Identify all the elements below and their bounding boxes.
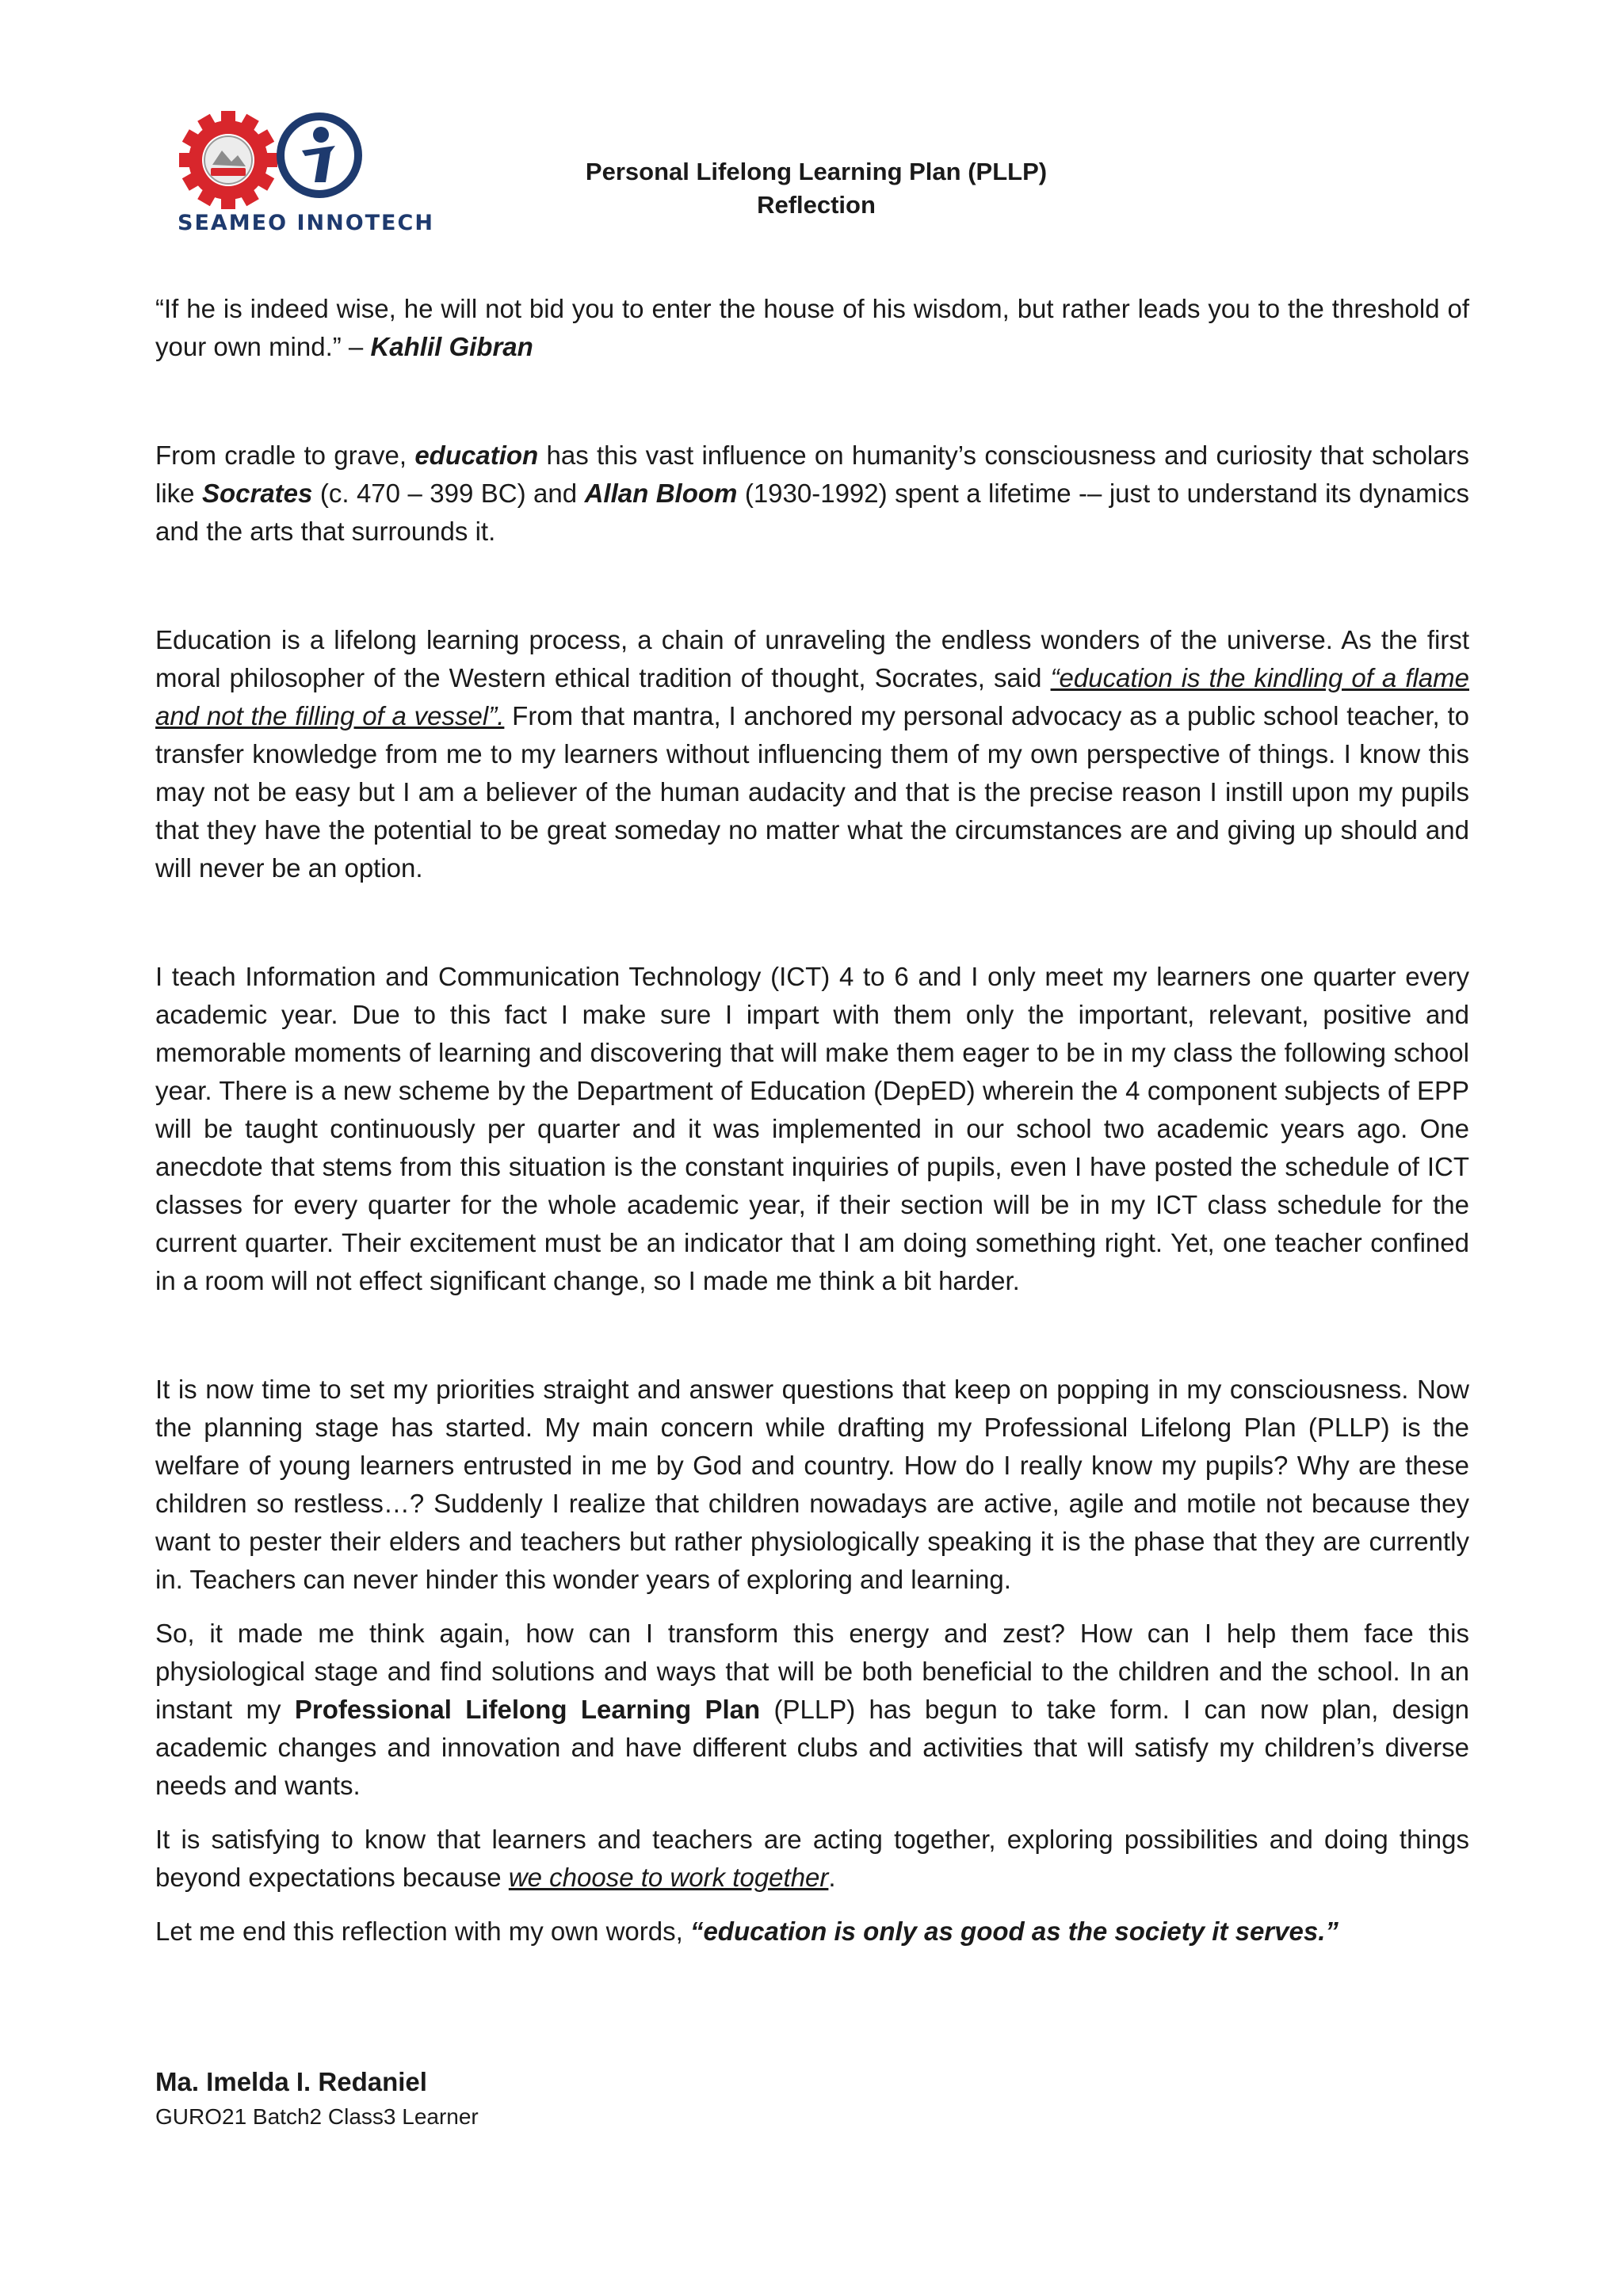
p2-text-a: Education is a lifelong learning process, a chain of unraveling the endless wonders of the universe. As the first moral philosopher of the Western ethical tradition of thought, Socrates, said [155, 625, 1469, 692]
p1-text-g: (1930-1992) spent a lifetime -– just to understand its dynamics and the arts that surrounds it. [155, 479, 1470, 546]
p1-text-e: (c. 470 – 399 BC) and [312, 479, 585, 508]
signature-block [155, 2065, 479, 2133]
p7-text-a: Let me end this reflection with my own words, [155, 1917, 690, 1946]
logo-graphic [173, 106, 466, 209]
paragraph-1 [155, 437, 1469, 551]
gear-logo-icon [179, 111, 277, 209]
p1-text-c: has this vast influence on humanity’s consciousness and curiosity that scholars like [155, 441, 1469, 508]
p6-emphasis: we choose to work together [508, 1863, 829, 1892]
p1-text-a: From cradle to grave, [155, 441, 415, 470]
document-body [155, 290, 1469, 1951]
title-line-2: Reflection [757, 191, 876, 219]
closing-quote: “education is only as good as the society it serves.” [689, 1917, 1338, 1946]
author-role: GURO21 Batch2 Class3 Learner [155, 2104, 479, 2129]
paragraph-7 [155, 1913, 1469, 1951]
p1-emphasis-socrates: Socrates [201, 479, 313, 508]
p2-socrates-quote: “education is the kindling of a flame and not the filling of a vessel”. [155, 663, 1469, 730]
paragraph-3: I teach Information and Communication Technology (ICT) 4 to 6 and I only meet my learners one quarter every academic year. Due to this fact I make sure I impart with them only the important, relevant, positive and memorable moments of learning and discovering that will make them eager to be in my class the following school year. There is a new scheme by the Department of Education (DepED) wherein the 4 component subjects of EPP will be taught continuously per quarter and it was implemented in our school two academic years ago. One anecdote that stems from this situation is the constant inquiries of pupils, even I have posted the schedule of ICT classes for every quarter for the whole academic year, if their section will be in my ICT class schedule for the current quarter. Their excitement must be an indicator that I am doing something right. Yet, one teacher confined in a room will not effect significant change, so I made me think a bit harder. [155, 962, 1469, 1295]
document-title [475, 155, 1157, 222]
seameo-innotech-logo [173, 106, 466, 241]
p6-text-c: . [828, 1863, 836, 1892]
paragraph-5 [155, 1615, 1469, 1805]
p1-emphasis-education: education [414, 441, 539, 470]
p5-text-c: (PLLP) has begun to take form. I can now plan, design academic changes and innovation and have different clubs and activities that will satisfy my children’s diverse needs and wants. [155, 1695, 1470, 1800]
p6-text-a: It is satisfying to know that learners and teachers are acting together, exploring possibilities and doing things beyond expectations because [155, 1825, 1469, 1892]
info-i-logo-icon [277, 113, 362, 198]
title-line-1: Personal Lifelong Learning Plan (PLLP) [585, 158, 1048, 185]
logo-wordmark: SEAMEO INNOTECH [178, 211, 434, 235]
quote-text: “If he is indeed wise, he will not bid you to enter the house of his wisdom, but rather leads you to the threshold of your own mind.” – [155, 294, 1469, 361]
paragraph-6 [155, 1821, 1469, 1897]
paragraph-2 [155, 621, 1469, 887]
p5-text-a: So, it made me think again, how can I transform this energy and zest? How can I help them face this physiological stage and find solutions and ways that will be both beneficial to the children and the school. In an instant my [155, 1619, 1469, 1724]
opening-quote [155, 290, 1469, 366]
paragraph-4: It is now time to set my priorities straight and answer questions that keep on popping in my consciousness. Now the planning stage has started. My main concern while drafting my Professional Lifelong Plan (PLLP) is the welfare of young learners entrusted in me by God and country. How do I really know my pupils? Why are these children so restless…? Suddenly I realize that children nowadays are active, agile and motile not because they want to pester their elders and teachers but rather physiologically speaking it is the phase that they are currently in. Teachers can never hinder this wonder years of exploring and learning. [155, 1375, 1469, 1594]
p1-emphasis-allan-bloom: Allan Bloom [584, 479, 738, 508]
p5-emphasis-pllp: Professional Lifelong Learning Plan [294, 1695, 761, 1724]
quote-author: Kahlil Gibran [370, 332, 533, 361]
p2-text-c: From that mantra, I anchored my personal advocacy as a public school teacher, to transfer knowledge from me to my learners without influencing them of my own perspective of things. I know this may not be easy but I am a believer of the human audacity and that is the precise reason I instill upon my pupils that they have the potential to be great someday no matter what the circumstances are and giving up should and will never be an option. [155, 701, 1469, 883]
author-name: Ma. Imelda I. Redaniel [155, 2067, 427, 2096]
